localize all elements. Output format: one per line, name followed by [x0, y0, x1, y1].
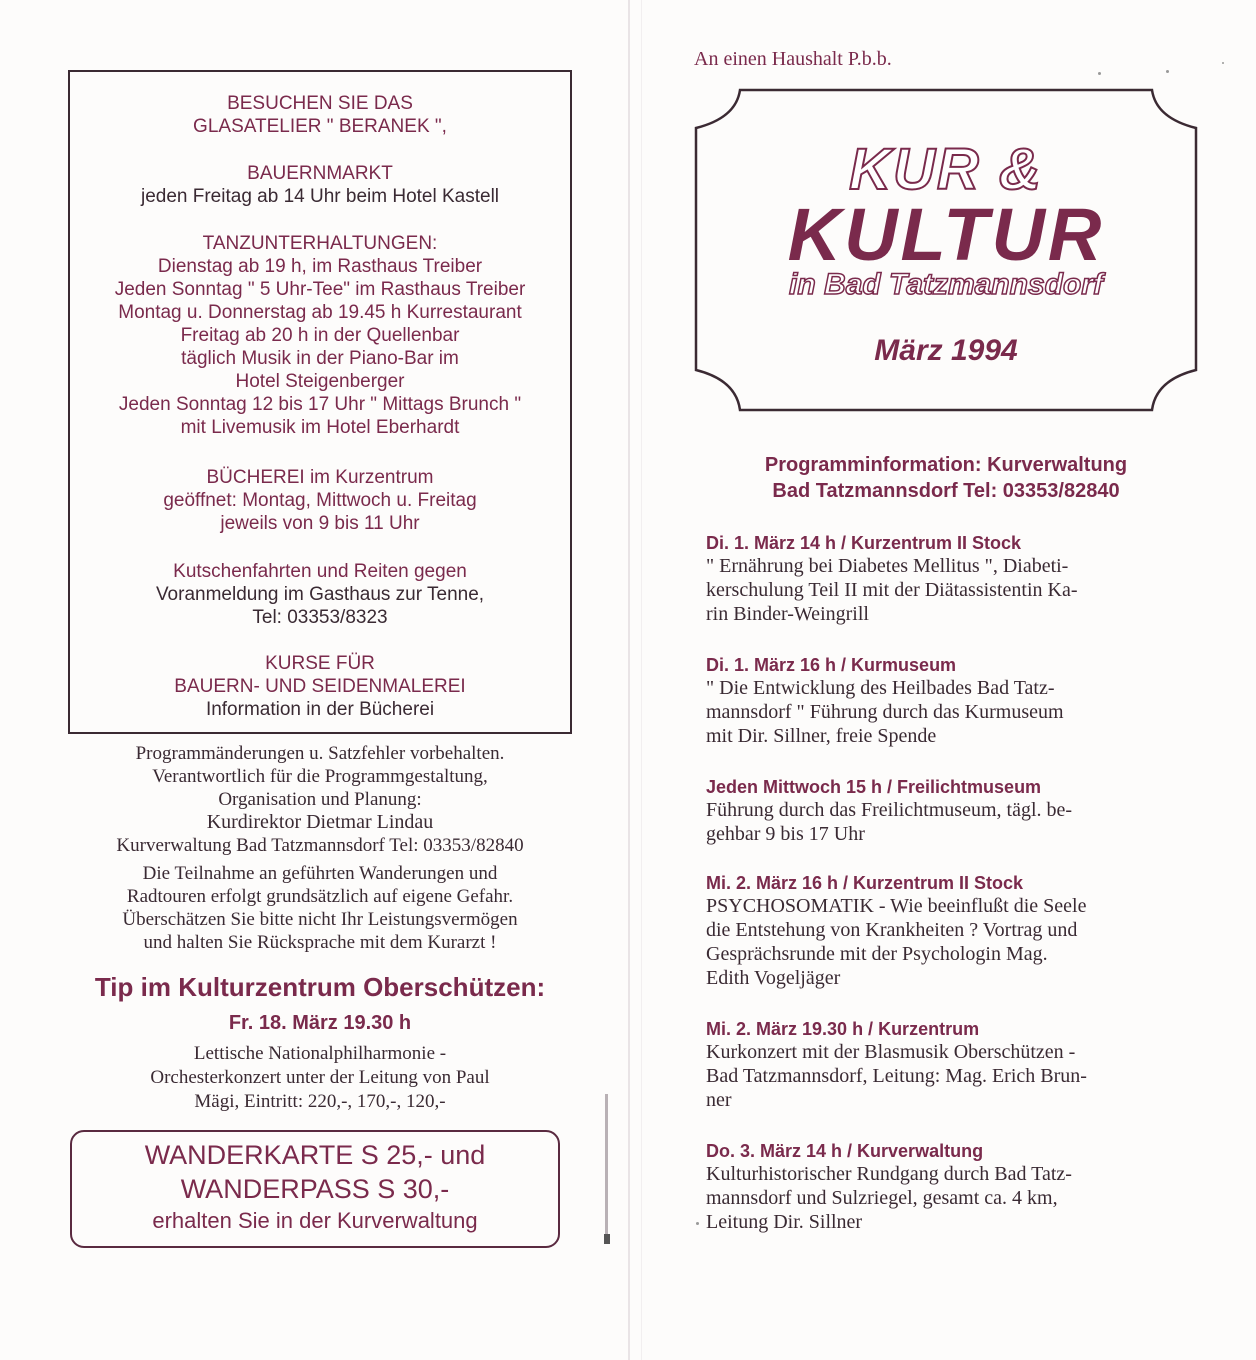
- box-line: Montag u. Donnerstag ab 19.45 h Kurrestaurant: [118, 302, 522, 323]
- event-line: mannsdorf " Führung durch das Kurmuseum: [706, 701, 1064, 723]
- printer-imprint-mark: [600, 1090, 614, 1250]
- event-line: ner: [706, 1089, 732, 1111]
- box-line: KURSE FÜR: [265, 653, 375, 674]
- box-line: BAUERN- UND SEIDENMALEREI: [174, 676, 466, 697]
- event-item: [706, 532, 1206, 626]
- event-item: [706, 776, 1206, 846]
- wanderkarte-line: WANDERKARTE S 25,- und: [144, 1140, 486, 1170]
- box-line: Tel: 03353/8323: [252, 607, 388, 628]
- event-line: Leitung Dir. Sillner: [706, 1211, 863, 1233]
- wander-info-line: erhalten Sie in der Kurverwaltung: [152, 1208, 478, 1233]
- notice-line: Programmänderungen u. Satzfehler vorbehalten.: [135, 743, 505, 764]
- notice-line: Kurverwaltung Bad Tatzmannsdorf Tel: 03353/82840: [116, 835, 524, 856]
- event-heading: Mi. 2. März 19.30 h / Kurzentrum: [706, 1019, 980, 1039]
- notice-line: Kurdirektor Dietmar Lindau: [206, 811, 434, 833]
- event-body: [706, 676, 1206, 748]
- paper-speck: [1166, 70, 1169, 73]
- event-line: Kulturhistorischer Rundgang durch Bad Tatz-: [706, 1163, 1072, 1185]
- center-fold: [628, 0, 630, 1360]
- notice-block: [60, 742, 580, 857]
- box-line: geöffnet: Montag, Mittwoch u. Freitag: [163, 490, 477, 511]
- box-section-tanz: [68, 232, 572, 439]
- event-item: [706, 1140, 1206, 1234]
- safety-line: Überschätzen Sie bitte nicht Ihr Leistungsvermögen: [122, 909, 518, 930]
- tip-date: Fr. 18. März 19.30 h: [228, 1012, 412, 1034]
- tip-line: Lettische Nationalphilharmonie -: [193, 1043, 447, 1064]
- event-line: gehbar 9 bis 17 Uhr: [706, 823, 865, 845]
- event-line: kerschulung Teil II mit der Diätassistentin Ka-: [706, 579, 1078, 601]
- box-line: BAUERNMARKT: [247, 163, 393, 184]
- event-line: " Die Entwicklung des Heilbades Bad Tatz-: [706, 677, 1055, 699]
- program-info: [694, 452, 1198, 504]
- event-item: [706, 1018, 1206, 1112]
- event-line: die Entstehung von Krankheiten ? Vortrag und: [706, 919, 1078, 941]
- box-section-kutschen: [68, 560, 572, 629]
- box-line: Kutschenfahrten und Reiten gegen: [173, 561, 467, 582]
- box-line: Jeden Sonntag " 5 Uhr-Tee" im Rasthaus Treiber: [114, 279, 526, 300]
- event-line: mit Dir. Sillner, freie Spende: [706, 725, 937, 747]
- box-line: Jeden Sonntag 12 bis 17 Uhr " Mittags Brunch ": [118, 394, 522, 415]
- center-fold-shadow: [641, 0, 642, 1360]
- box-line: GLASATELIER " BERANEK ",: [193, 116, 447, 137]
- event-body: [706, 554, 1206, 626]
- event-line: Kurkonzert mit der Blasmusik Oberschützen -: [706, 1041, 1076, 1063]
- event-line: Führung durch das Freilichtmuseum, tägl. be-: [706, 799, 1073, 821]
- title-location: in Bad Tatzmannsdorf: [789, 268, 1103, 301]
- event-body: [706, 1162, 1206, 1234]
- title-kur: KUR &: [849, 137, 1043, 202]
- box-section-kurse: [68, 652, 572, 721]
- event-line: Edith Vogeljäger: [706, 967, 841, 989]
- safety-line: und halten Sie Rücksprache mit dem Kurarzt !: [143, 932, 497, 953]
- box-line: BÜCHEREI im Kurzentrum: [206, 467, 434, 488]
- wanderpass-line: WANDERPASS S 30,-: [180, 1174, 450, 1204]
- paper-speck: [696, 1222, 699, 1225]
- tip-line: Mägi, Eintritt: 220,-, 170,-, 120,-: [194, 1091, 446, 1112]
- paper-speck: [1222, 62, 1224, 64]
- event-heading: Do. 3. März 14 h / Kurverwaltung: [706, 1141, 984, 1161]
- event-body: [706, 1040, 1206, 1112]
- box-line: Freitag ab 20 h in der Quellenbar: [180, 325, 460, 346]
- box-line: mit Livemusik im Hotel Eberhardt: [180, 417, 460, 438]
- address-line: An einen Haushalt P.b.b.: [694, 48, 892, 70]
- box-line: jeweils von 9 bis 11 Uhr: [220, 513, 420, 534]
- box-line: BESUCHEN SIE DAS: [227, 93, 413, 114]
- event-item: [706, 654, 1206, 748]
- title-kultur: KULTUR: [787, 193, 1105, 276]
- box-section-buecherei: [68, 466, 572, 535]
- event-body: [706, 894, 1206, 990]
- event-item: [706, 872, 1206, 990]
- safety-block: [60, 862, 580, 954]
- safety-line: Die Teilnahme an geführten Wanderungen und: [142, 863, 498, 884]
- event-line: " Ernährung bei Diabetes Mellitus ", Diabeti-: [706, 555, 1069, 577]
- box-line: täglich Musik in der Piano-Bar im: [181, 348, 459, 369]
- box-section-glasatelier: [68, 92, 572, 138]
- title-date: März 1994: [874, 334, 1018, 367]
- box-section-bauernmarkt: [68, 162, 572, 208]
- box-line: Hotel Steigenberger: [235, 371, 405, 392]
- program-info-line: Bad Tatzmannsdorf Tel: 03353/82840: [772, 480, 1120, 502]
- box-line: Information in der Bücherei: [205, 699, 435, 720]
- program-info-line: Programminformation: Kurverwaltung: [764, 454, 1128, 476]
- event-heading: Mi. 2. März 16 h / Kurzentrum II Stock: [706, 873, 1024, 893]
- event-body: [706, 798, 1206, 846]
- event-line: Gesprächsrunde mit der Psychologin Mag.: [706, 943, 1048, 965]
- box-line: Dienstag ab 19 h, im Rasthaus Treiber: [157, 256, 483, 277]
- event-heading: Jeden Mittwoch 15 h / Freilichtmuseum: [706, 777, 1042, 797]
- safety-line: Radtouren erfolgt grundsätzlich auf eigene Gefahr.: [126, 886, 514, 907]
- paper-speck: [1098, 72, 1101, 75]
- event-line: rin Binder-Weingrill: [706, 603, 869, 625]
- notice-line: Verantwortlich für die Programmgestaltung,: [152, 766, 488, 787]
- box-line: Voranmeldung im Gasthaus zur Tenne,: [155, 584, 485, 605]
- event-heading: Di. 1. März 16 h / Kurmuseum: [706, 655, 957, 675]
- tip-line: Orchesterkonzert unter der Leitung von Paul: [150, 1067, 490, 1088]
- event-line: Bad Tatzmannsdorf, Leitung: Mag. Erich Brun-: [706, 1065, 1087, 1087]
- event-line: PSYCHOSOMATIK - Wie beeinflußt die Seele: [706, 895, 1087, 917]
- box-line: TANZUNTERHALTUNGEN:: [202, 233, 438, 254]
- wanderkarte-box: [70, 1130, 560, 1248]
- tip-heading: Tip im Kulturzentrum Oberschützen:: [94, 972, 546, 1002]
- event-heading: Di. 1. März 14 h / Kurzentrum II Stock: [706, 533, 1022, 553]
- notice-line: Organisation und Planung:: [218, 789, 422, 810]
- tip-text: [60, 1042, 580, 1114]
- event-line: mannsdorf und Sulzriegel, gesamt ca. 4 km,: [706, 1187, 1058, 1209]
- box-line: jeden Freitag ab 14 Uhr beim Hotel Kastell: [140, 186, 500, 207]
